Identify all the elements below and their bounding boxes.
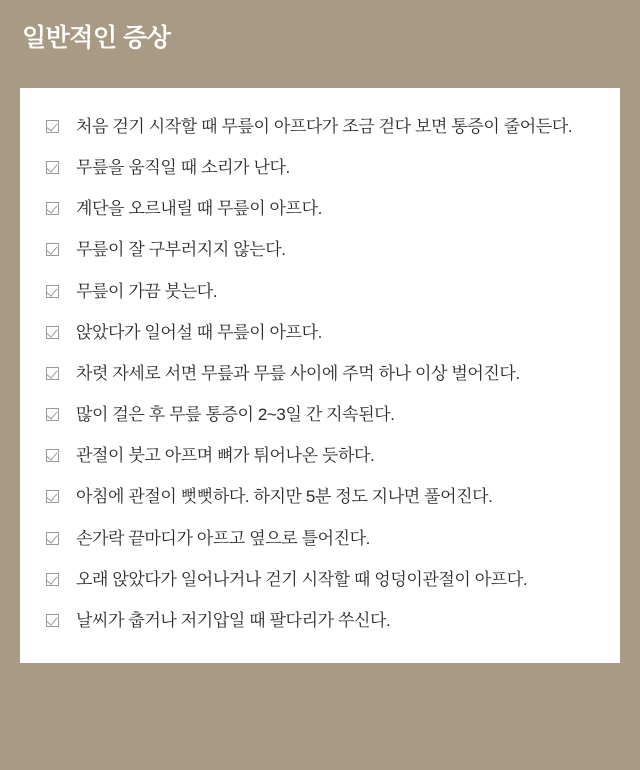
checkbox-icon [46,243,59,256]
list-item-label: 계단을 오르내릴 때 무릎이 아프다. [76,199,322,219]
list-item-label: 차렷 자세로 서면 무릎과 무릎 사이에 주먹 하나 이상 벌어진다. [76,363,520,383]
list-item [46,196,594,221]
list-item [46,567,594,592]
checkbox-icon [46,614,59,627]
page-title: 일반적인 증상 [22,24,171,52]
checkbox-icon [46,326,59,339]
checkbox-icon [46,202,59,215]
list-item-label: 날씨가 춥거나 저기압일 때 팔다리가 쑤신다. [76,610,391,630]
checkbox-icon [46,490,59,503]
list-item [46,155,594,180]
list-item-label: 앉았다가 일어설 때 무릎이 아프다. [76,322,322,342]
list-item [46,608,594,633]
list-item [46,361,594,386]
list-item [46,443,594,468]
list-item [46,526,594,551]
list-item [46,402,594,427]
list-item [46,484,594,509]
checkbox-icon [46,408,59,421]
list-item-label: 손가락 끝마디가 아프고 옆으로 틀어진다. [76,528,370,548]
list-item-label: 아침에 관절이 뻣뻣하다. 하지만 5분 정도 지나면 풀어진다. [76,487,493,507]
symptoms-list [46,114,594,633]
list-item [46,114,594,139]
checkbox-icon [46,573,59,586]
checkbox-icon [46,161,59,174]
list-item-label: 무릎이 가끔 붓는다. [76,281,218,301]
checkbox-icon [46,449,59,462]
list-item [46,237,594,262]
list-item-label: 많이 걸은 후 무릎 통증이 2~3일 간 지속된다. [76,405,395,425]
symptoms-card [20,88,620,663]
list-item-label: 오래 앉았다가 일어나거나 걷기 시작할 때 엉덩이관절이 아프다. [76,569,528,589]
list-item-label: 처음 걷기 시작할 때 무릎이 아프다가 조금 걷다 보면 통증이 줄어든다. [76,117,573,136]
checkbox-icon [46,367,59,380]
list-item [46,320,594,345]
checkbox-icon [46,120,59,133]
list-item-label: 관절이 붓고 아프며 뼈가 튀어나온 듯하다. [76,446,375,466]
checkbox-icon [46,285,59,298]
list-item-label: 무릎을 움직일 때 소리가 난다. [76,158,290,178]
checkbox-icon [46,532,59,545]
list-item [46,279,594,304]
list-item-label: 무릎이 잘 구부러지지 않는다. [76,240,286,260]
